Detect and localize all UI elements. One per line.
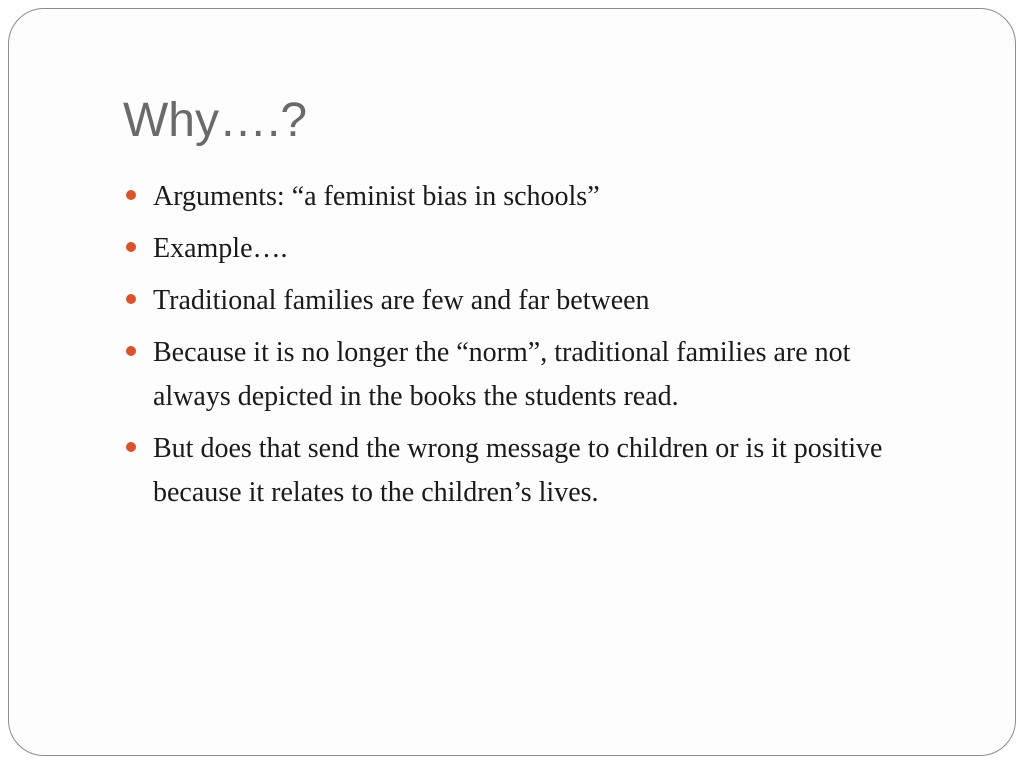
bullet-text: Example…. bbox=[153, 233, 288, 264]
bullet-text: Arguments: “a feminist bias in schools” bbox=[153, 181, 600, 212]
bullet-dot-icon bbox=[126, 190, 136, 200]
bullet-item bbox=[123, 331, 923, 419]
bullet-dot-icon bbox=[126, 442, 136, 452]
bullet-item bbox=[123, 279, 923, 323]
bullet-item bbox=[123, 175, 923, 219]
bullet-list bbox=[123, 175, 923, 523]
slide-frame bbox=[8, 8, 1016, 756]
slide-title: Why….? bbox=[123, 94, 308, 147]
bullet-text: But does that send the wrong message to children or is it positive because it relates to the children’s lives. bbox=[153, 433, 883, 508]
bullet-text: Traditional families are few and far between bbox=[153, 285, 650, 316]
bullet-item bbox=[123, 427, 923, 515]
bullet-dot-icon bbox=[126, 346, 136, 356]
bullet-item bbox=[123, 227, 923, 271]
bullet-dot-icon bbox=[126, 242, 136, 252]
bullet-dot-icon bbox=[126, 294, 136, 304]
bullet-text: Because it is no longer the “norm”, traditional families are not always depicted in the books the students read. bbox=[153, 337, 851, 412]
